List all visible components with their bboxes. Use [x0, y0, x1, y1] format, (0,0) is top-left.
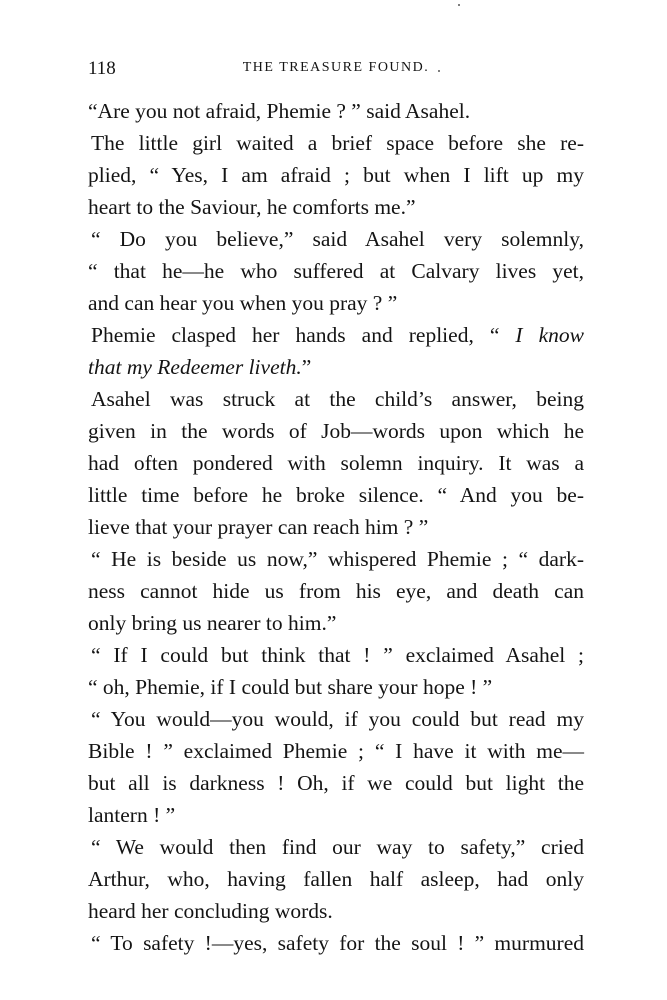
text-line [88, 319, 584, 351]
text-line: “Are you not afraid, Phemie ? ” said Asahel. [88, 99, 471, 123]
text-line: given in the words of Job—words upon which he [88, 419, 584, 443]
text-line: “ If I could but think that ! ” exclaimed Asahel ; [91, 643, 584, 667]
paragraph-10 [88, 927, 584, 959]
text-line: “ You would—you would, if you could but read my [91, 707, 584, 731]
text-line: lantern ! ” [88, 803, 176, 827]
paragraph-8 [88, 703, 584, 831]
paragraph-9 [88, 831, 584, 927]
text-line: “ He is beside us now,” whispered Phemie ; “ dark- [91, 547, 584, 571]
text-line: lieve that your prayer can reach him ? ” [88, 515, 429, 539]
paragraph-3 [88, 223, 584, 319]
italic-quote: I know [515, 323, 584, 347]
page-number: 118 [88, 58, 116, 79]
paragraph-5 [88, 383, 584, 543]
text-line: Bible ! ” exclaimed Phemie ; “ I have it with me— [88, 739, 584, 763]
text-line: only bring us nearer to him.” [88, 611, 337, 635]
text-line: little time before he broke silence. “ And you be- [88, 483, 584, 507]
text-line: heart to the Saviour, he comforts me.” [88, 195, 416, 219]
paragraph-2 [88, 127, 584, 223]
text-line: heard her concluding words. [88, 899, 333, 923]
text-line [88, 351, 584, 383]
page-header [88, 58, 584, 86]
text-line: ness cannot hide us from his eye, and death can [88, 579, 584, 603]
text-line: Arthur, who, having fallen half asleep, had only [88, 867, 584, 891]
text-line: “ that he—he who suffered at Calvary lives yet, [88, 259, 584, 283]
body-text [88, 95, 584, 959]
paragraph-6 [88, 543, 584, 639]
stray-mark [458, 4, 460, 6]
text-line: Asahel was struck at the child’s answer, being [91, 387, 584, 411]
text-line: “ We would then find our way to safety,” cried [91, 835, 584, 859]
paragraph-1 [88, 95, 584, 127]
text-line: “ To safety !—yes, safety for the soul ! ” murmured [91, 931, 584, 955]
text-line: plied, “ Yes, I am afraid ; but when I lift up my [88, 163, 584, 187]
text-line: “ Do you believe,” said Asahel very solemnly, [91, 227, 584, 251]
italic-quote: that my Redeemer liveth. [88, 355, 302, 379]
text-line: had often pondered with solemn inquiry. It was a [88, 451, 584, 475]
running-head: THE TREASURE FOUND. [242, 60, 430, 75]
paragraph-7 [88, 639, 584, 703]
text-line: and can hear you when you pray ? ” [88, 291, 398, 315]
text-line: “ oh, Phemie, if I could but share your hope ! ” [88, 675, 493, 699]
text-line: The little girl waited a brief space before she re- [91, 131, 584, 155]
text-line: but all is darkness ! Oh, if we could but light the [88, 771, 584, 795]
plain-text: ” [301, 355, 312, 379]
stray-mark [438, 70, 440, 72]
paragraph-4 [88, 319, 584, 383]
plain-text: Phemie clasped her hands and replied, “ [91, 323, 516, 347]
